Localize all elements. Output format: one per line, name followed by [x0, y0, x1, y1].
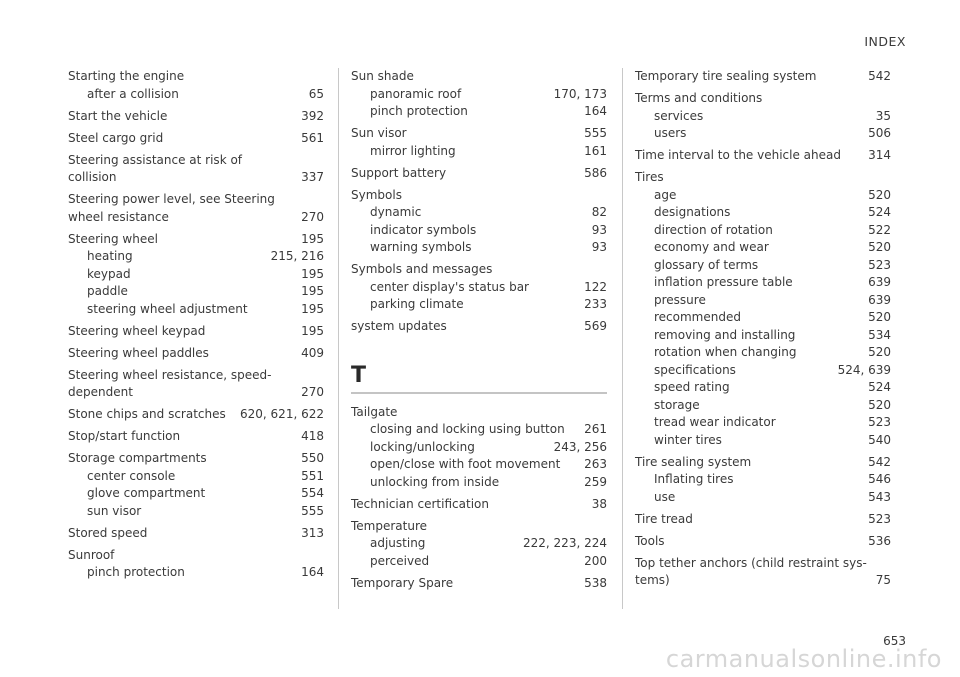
index-page-ref[interactable]: 542 — [868, 69, 891, 83]
index-subterm: after a collision — [87, 86, 179, 101]
index-term: Tools — [635, 533, 665, 548]
index-subentry — [351, 204, 607, 222]
index-entry-row — [635, 555, 891, 590]
index-subterm: speed rating — [654, 380, 730, 394]
index-term: Starting the engine — [68, 69, 185, 83]
index-subentry — [68, 485, 324, 503]
index-subentry — [351, 103, 607, 121]
index-entry — [635, 533, 891, 551]
index-term: Storage compartments — [68, 451, 207, 465]
index-entry-row — [68, 547, 324, 565]
index-subterm: glossary of terms — [654, 257, 759, 272]
index-page-ref[interactable]: 270 — [301, 209, 324, 224]
index-subentry — [635, 379, 891, 397]
index-page-ref[interactable]: 639 — [868, 275, 891, 289]
index-subentry — [68, 503, 324, 521]
index-page-ref[interactable]: 620, 621, 622 — [240, 407, 324, 421]
index-subentry — [351, 222, 607, 240]
index-entry — [68, 152, 324, 187]
page-header-title: INDEX — [864, 34, 906, 49]
index-page-ref[interactable]: 523 — [868, 511, 891, 526]
index-entry-row — [635, 68, 891, 86]
index-page-ref[interactable]: 164 — [301, 565, 324, 579]
index-term: Temperature — [351, 518, 428, 533]
index-entry — [635, 90, 891, 143]
index-entry — [635, 68, 891, 86]
index-subentry — [351, 474, 607, 492]
index-page-ref[interactable]: 195 — [301, 301, 324, 316]
section-rule — [351, 392, 607, 394]
index-page-ref[interactable]: 93 — [591, 222, 607, 237]
index-term: Start the vehicle — [68, 108, 168, 123]
index-column-1 — [68, 68, 324, 586]
index-subentry — [351, 296, 607, 314]
index-entry-row — [68, 345, 324, 363]
index-term: Symbols — [351, 187, 402, 202]
index-page-ref[interactable]: 639 — [868, 292, 891, 307]
index-page-ref[interactable]: 409 — [301, 345, 324, 360]
index-page-ref[interactable]: 259 — [584, 474, 607, 489]
index-term: Steering wheel keypad — [68, 323, 206, 338]
index-term: Tire tread — [635, 511, 693, 526]
index-column-2 — [351, 68, 607, 597]
index-subterm: closing and locking using button — [370, 422, 565, 436]
index-subentry — [635, 309, 891, 327]
index-entry-row — [68, 428, 324, 446]
index-entry — [635, 454, 891, 507]
index-page-ref[interactable]: 520 — [868, 240, 891, 254]
index-subterm: unlocking from inside — [370, 474, 500, 489]
index-subentry — [68, 564, 324, 582]
index-term: Steering wheel resistance, speed-dependent — [68, 367, 272, 399]
index-subterm: specifications — [654, 362, 736, 377]
index-entry — [68, 231, 324, 319]
index-subterm: heating — [87, 249, 133, 263]
index-entry-row — [635, 454, 891, 472]
index-entry-row — [635, 90, 891, 108]
index-subterm: center display's status bar — [370, 279, 529, 294]
index-page-ref[interactable]: 555 — [584, 126, 607, 140]
index-page-ref[interactable]: 520 — [868, 345, 891, 359]
letter-section-heading — [351, 364, 607, 394]
index-page-ref[interactable]: 233 — [584, 297, 607, 311]
index-subterm: rotation when changing — [654, 345, 797, 359]
index-subentry — [351, 239, 607, 257]
index-subterm: pinch protection — [87, 565, 185, 579]
index-entry — [68, 367, 324, 402]
index-entry-row — [635, 169, 891, 187]
index-term: Time interval to the vehicle ahead — [635, 148, 841, 162]
index-subentry — [68, 86, 324, 104]
index-entry-row — [351, 165, 607, 183]
index-entry-row — [68, 152, 324, 187]
index-page-ref[interactable]: 586 — [584, 165, 607, 180]
index-subentry — [351, 553, 607, 571]
index-page-ref[interactable]: 222, 223, 224 — [523, 536, 607, 550]
index-entry-row — [351, 318, 607, 336]
index-page-ref[interactable]: 524 — [868, 380, 891, 394]
index-term: system updates — [351, 319, 447, 333]
index-entry-row — [351, 496, 607, 514]
index-entry — [635, 147, 891, 165]
index-term: Terms and conditions — [635, 91, 763, 105]
index-entry — [351, 165, 607, 183]
index-entry-row — [635, 533, 891, 551]
index-term: Sun shade — [351, 69, 414, 83]
index-term: Steering wheel paddles — [68, 345, 209, 360]
index-subentry — [68, 468, 324, 486]
index-entry-row — [68, 323, 324, 341]
index-entry — [68, 525, 324, 543]
index-page-ref[interactable]: 506 — [868, 126, 891, 140]
index-subentry — [635, 471, 891, 489]
index-page-ref[interactable]: 161 — [584, 143, 607, 158]
index-term: Support battery — [351, 165, 447, 180]
index-entry — [68, 191, 324, 226]
index-subentry — [635, 432, 891, 450]
index-subterm: direction of rotation — [654, 222, 773, 237]
index-term: Steering power level, see Steering wheel resistance — [68, 192, 275, 224]
index-entry — [351, 404, 607, 492]
index-entry-row — [635, 147, 891, 165]
index-subterm: tread wear indicator — [654, 415, 776, 429]
index-term: Top tether anchors (child restraint sys-tems) — [635, 555, 867, 587]
index-subentry — [635, 292, 891, 310]
index-subentry — [635, 414, 891, 432]
index-term: Sunroof — [68, 547, 115, 562]
index-page-ref[interactable]: 75 — [875, 573, 891, 587]
index-column-3 — [635, 68, 891, 594]
index-page-ref[interactable]: 200 — [584, 553, 607, 568]
index-entry — [351, 575, 607, 593]
index-subterm: keypad — [87, 266, 131, 281]
index-page-ref[interactable]: 569 — [584, 319, 607, 333]
index-entry — [68, 450, 324, 520]
index-term: Steering wheel — [68, 231, 158, 246]
index-subentry — [351, 535, 607, 553]
index-entry-row — [68, 450, 324, 468]
index-term: Steel cargo grid — [68, 130, 164, 145]
index-page-ref[interactable]: 195 — [301, 231, 324, 246]
index-term: Temporary tire sealing system — [635, 69, 817, 83]
index-entry — [635, 511, 891, 529]
index-subentry — [635, 222, 891, 240]
index-subterm: paddle — [87, 284, 128, 298]
index-page-ref[interactable]: 243, 256 — [553, 439, 607, 454]
index-subterm: steering wheel adjustment — [87, 301, 248, 316]
index-subterm: storage — [654, 397, 700, 412]
index-subentry — [635, 257, 891, 275]
index-term: Sun visor — [351, 126, 407, 140]
index-subterm: adjusting — [370, 536, 426, 550]
index-subterm: mirror lighting — [370, 143, 456, 158]
index-subterm: use — [654, 489, 676, 504]
index-term: Symbols and messages — [351, 262, 493, 276]
index-entry-row — [351, 404, 607, 422]
index-page-ref[interactable]: 520 — [868, 310, 891, 324]
index-page-ref[interactable]: 195 — [301, 266, 324, 281]
index-subterm: designations — [654, 205, 731, 219]
index-entry — [351, 125, 607, 160]
index-subterm: dynamic — [370, 205, 422, 219]
index-subterm: warning symbols — [370, 240, 472, 254]
index-subterm: glove compartment — [87, 486, 206, 500]
index-subterm: indicator symbols — [370, 222, 477, 237]
index-page-ref[interactable]: 555 — [301, 503, 324, 518]
index-term: Stored speed — [68, 525, 148, 540]
index-subterm: users — [654, 126, 687, 140]
index-entry-row — [68, 68, 324, 86]
index-page-ref[interactable]: 538 — [584, 575, 607, 590]
index-page-ref[interactable]: 170, 173 — [553, 86, 607, 101]
index-entry-row — [68, 231, 324, 249]
column-divider — [338, 68, 339, 609]
index-entry — [68, 345, 324, 363]
index-page-ref[interactable]: 195 — [301, 284, 324, 298]
index-subentry — [68, 283, 324, 301]
index-entry — [68, 130, 324, 148]
index-subterm: inflation pressure table — [654, 275, 793, 289]
index-subterm: economy and wear — [654, 240, 769, 254]
watermark-text: carmanualsonline.info — [665, 645, 942, 673]
index-entry-row — [351, 261, 607, 279]
index-subentry — [351, 456, 607, 474]
index-subterm: winter tires — [654, 432, 722, 447]
index-page-ref[interactable]: 93 — [591, 240, 607, 254]
index-subterm: pressure — [654, 292, 706, 307]
index-term: Tire sealing system — [635, 454, 752, 469]
index-subterm: age — [654, 187, 677, 202]
index-page-ref[interactable]: 164 — [584, 104, 607, 118]
index-entry-row — [351, 518, 607, 536]
index-page-ref[interactable]: 35 — [875, 108, 891, 123]
index-subterm: locking/unlocking — [370, 439, 475, 454]
index-page-ref[interactable]: 337 — [301, 170, 324, 184]
index-page-ref[interactable]: 215, 216 — [270, 249, 324, 263]
page-number: 653 — [883, 634, 906, 648]
index-entry — [68, 428, 324, 446]
index-page-ref[interactable]: 263 — [584, 457, 607, 471]
index-subterm: panoramic roof — [370, 86, 462, 101]
index-subentry — [351, 421, 607, 439]
index-subterm: perceived — [370, 553, 430, 568]
index-page-ref[interactable]: 195 — [301, 323, 324, 338]
index-entry-row — [351, 575, 607, 593]
index-entry — [351, 318, 607, 336]
index-entry — [68, 323, 324, 341]
index-subentry — [351, 439, 607, 457]
index-entry — [635, 169, 891, 449]
index-subentry — [635, 344, 891, 362]
index-page-ref[interactable]: 523 — [868, 257, 891, 272]
column-divider — [622, 68, 623, 609]
index-entry-row — [68, 525, 324, 543]
index-subentry — [635, 204, 891, 222]
index-page-ref[interactable]: 82 — [591, 205, 607, 219]
index-page-ref[interactable]: 561 — [301, 130, 324, 145]
index-entry — [351, 68, 607, 121]
index-page-ref[interactable]: 524 — [868, 205, 891, 219]
index-subterm: services — [654, 108, 704, 123]
index-term: Temporary Spare — [351, 575, 454, 590]
index-subterm: center console — [87, 468, 176, 483]
index-term: Stone chips and scratches — [68, 407, 226, 421]
index-term: Tailgate — [351, 404, 398, 419]
index-page-ref[interactable]: 122 — [584, 279, 607, 294]
index-entry-row — [68, 367, 324, 402]
index-page-ref[interactable]: 418 — [301, 429, 324, 443]
index-page-ref[interactable]: 313 — [301, 525, 324, 540]
index-subentry — [635, 108, 891, 126]
index-subentry — [635, 397, 891, 415]
index-entry-row — [68, 406, 324, 424]
index-subentry — [351, 143, 607, 161]
index-subterm: removing and installing — [654, 327, 796, 342]
section-letter: T — [351, 362, 367, 388]
index-subentry — [68, 301, 324, 319]
index-page-ref[interactable]: 520 — [868, 187, 891, 202]
index-entry-row — [351, 68, 607, 86]
index-term: Tires — [635, 170, 664, 184]
index-term: Steering assistance at risk of collision — [68, 152, 243, 184]
index-page-ref[interactable]: 524, 639 — [837, 362, 891, 377]
index-subterm: pinch protection — [370, 104, 468, 118]
index-subentry — [635, 362, 891, 380]
index-subentry — [635, 187, 891, 205]
index-entry-row — [635, 511, 891, 529]
index-subentry — [635, 327, 891, 345]
index-page-ref[interactable]: 392 — [301, 108, 324, 123]
index-subentry — [635, 125, 891, 143]
index-page-ref[interactable]: 550 — [301, 451, 324, 465]
index-page-ref[interactable]: 65 — [308, 86, 324, 101]
index-entry — [68, 406, 324, 424]
index-entry — [351, 261, 607, 314]
index-entry-row — [351, 125, 607, 143]
index-entry-row — [68, 130, 324, 148]
index-page-ref[interactable]: 38 — [591, 496, 607, 511]
index-subterm: parking climate — [370, 297, 464, 311]
index-page-ref[interactable]: 540 — [868, 432, 891, 447]
index-page-ref[interactable]: 551 — [301, 468, 324, 483]
index-subterm: open/close with foot movement — [370, 457, 561, 471]
index-page-ref[interactable]: 542 — [868, 454, 891, 469]
index-page-ref[interactable]: 534 — [868, 327, 891, 342]
index-entry-row — [68, 191, 324, 226]
index-page-ref[interactable]: 261 — [584, 422, 607, 436]
index-subentry — [68, 266, 324, 284]
index-subentry — [635, 274, 891, 292]
index-page-ref[interactable]: 520 — [868, 397, 891, 412]
index-page-ref[interactable]: 270 — [301, 385, 324, 399]
index-page-ref[interactable]: 536 — [868, 533, 891, 548]
index-page-ref[interactable]: 554 — [301, 486, 324, 500]
index-subterm: Inflating tires — [654, 472, 734, 486]
index-entry — [68, 68, 324, 103]
index-entry — [68, 547, 324, 582]
index-subterm: recommended — [654, 310, 741, 324]
index-term: Technician certification — [351, 496, 489, 511]
index-page-ref[interactable]: 523 — [868, 415, 891, 429]
index-subentry — [68, 248, 324, 266]
index-entry — [351, 187, 607, 257]
index-page-ref[interactable]: 543 — [868, 489, 891, 504]
index-subterm: sun visor — [87, 503, 142, 518]
index-entry — [351, 518, 607, 571]
index-entry — [635, 555, 891, 590]
index-term: Stop/start function — [68, 429, 181, 443]
index-subentry — [351, 86, 607, 104]
index-subentry — [635, 489, 891, 507]
index-entry-row — [68, 108, 324, 126]
index-entry — [351, 496, 607, 514]
index-subentry — [635, 239, 891, 257]
index-entry-row — [351, 187, 607, 205]
index-page-ref[interactable]: 314 — [868, 148, 891, 162]
index-entry — [68, 108, 324, 126]
index-page-ref[interactable]: 546 — [868, 472, 891, 486]
index-subentry — [351, 279, 607, 297]
index-page-ref[interactable]: 522 — [868, 222, 891, 237]
